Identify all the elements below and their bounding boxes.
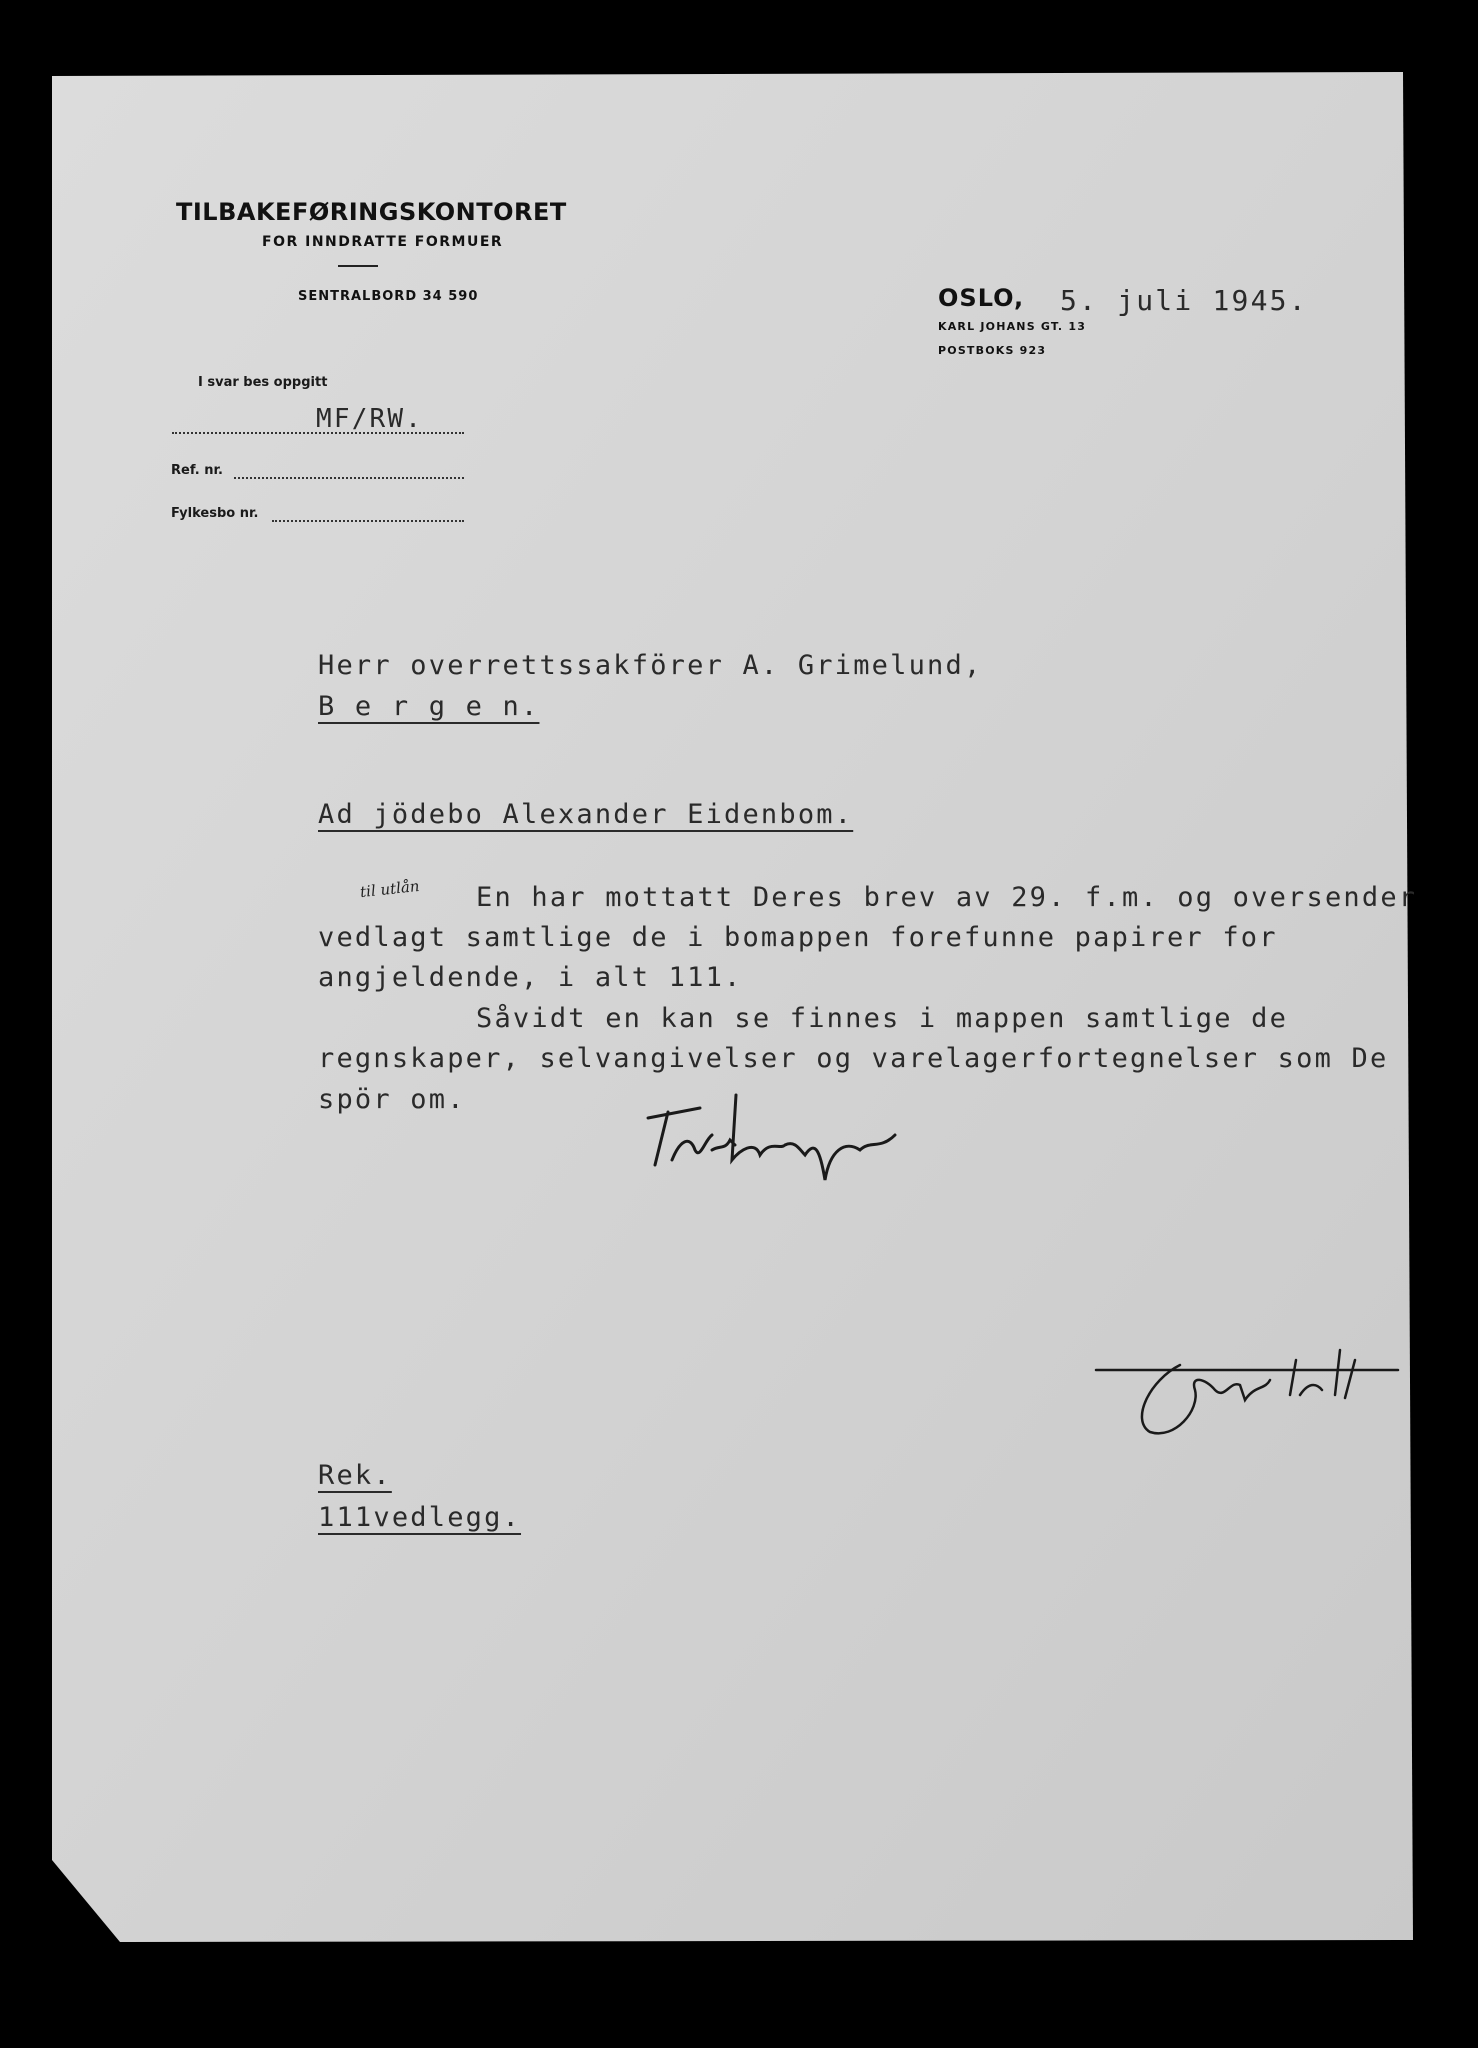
ref-number-label: Ref. nr.	[171, 463, 223, 478]
po-box: POSTBOKS 923	[938, 344, 1047, 357]
letter-city: OSLO,	[938, 284, 1025, 312]
handwritten-insert: til utlån	[359, 876, 421, 902]
body-line-4: Såvidt en kan se finnes i mappen samtlige de	[476, 1003, 1289, 1034]
ref-number-line	[234, 477, 464, 479]
fylkesbo-number-line	[272, 520, 464, 522]
reply-reference-label: I svar bes oppgitt	[198, 375, 328, 390]
registered-note: Rek.	[318, 1460, 392, 1491]
switchboard-number: SENTRALBORD 34 590	[298, 289, 479, 304]
letter-date: 5. juli 1945.	[1060, 284, 1308, 317]
street-address: KARL JOHANS GT. 13	[938, 320, 1087, 333]
reply-reference-value: MF/RW.	[316, 404, 424, 434]
letter-subject: Ad jödebo Alexander Eidenbom.	[318, 799, 854, 830]
office-subtitle: FOR INNDRATTE FORMUER	[262, 234, 504, 250]
body-line-6: spör om.	[318, 1084, 466, 1115]
office-name: TILBAKEFØRINGSKONTORET	[176, 198, 567, 226]
body-line-3: angjeldende, i alt 111.	[318, 962, 743, 993]
body-line-1: En har mottatt Deres brev av 29. f.m. og oversender	[476, 882, 1418, 913]
body-line-5: regnskaper, selvangivelser og varelagerfortegnelser som De	[318, 1043, 1389, 1074]
recipient-city: B e r g e n.	[318, 691, 540, 722]
body-line-2: vedlagt samtlige de i bomappen forefunne papirer for	[318, 922, 1278, 953]
fylkesbo-number-label: Fylkesbo nr.	[171, 506, 259, 521]
enclosures-note: 111vedlegg.	[318, 1502, 522, 1533]
recipient-name: Herr overrettssakförer A. Grimelund,	[318, 650, 983, 681]
